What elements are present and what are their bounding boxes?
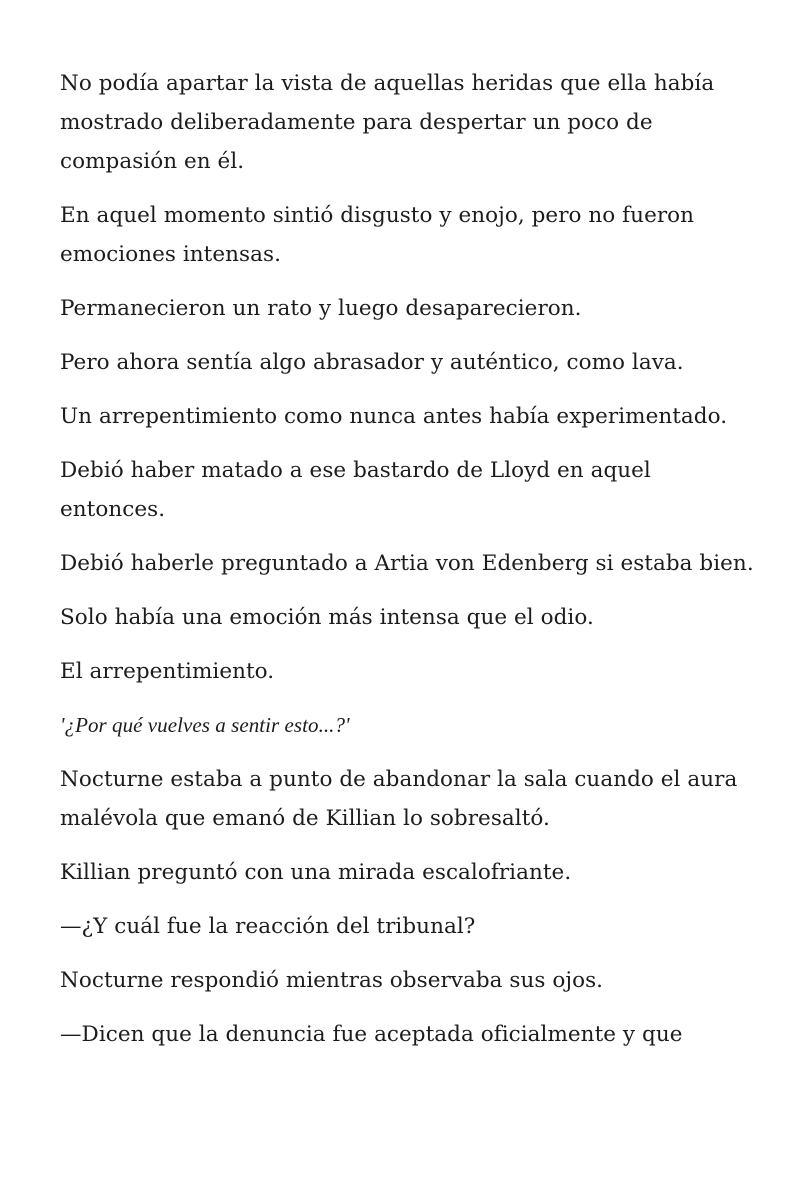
paragraph: Debió haber matado a ese bastardo de Lloyd en aquel entonces.: [60, 458, 651, 522]
paragraph: Killian preguntó con una mirada escalofriante.: [60, 860, 572, 885]
paragraph: El arrepentimiento.: [60, 659, 275, 684]
inner-thought: '¿Por qué vuelves a sentir esto...?': [60, 713, 350, 737]
reading-page: [60, 64, 760, 1069]
paragraph: Un arrepentimiento como nunca antes había experimentado.: [60, 404, 728, 429]
paragraph: No podía apartar la vista de aquellas heridas que ella había mostrado deliberadamente para despertar un poco de compasión en él.: [60, 71, 715, 174]
paragraph: Nocturne respondió mientras observaba sus ojos.: [60, 968, 604, 993]
paragraph: Nocturne estaba a punto de abandonar la sala cuando el aura malévola que emanó de Killian lo sobresaltó.: [60, 767, 738, 831]
dialogue-line: —¿Y cuál fue la reacción del tribunal?: [60, 914, 476, 939]
paragraph: Permanecieron un rato y luego desaparecieron.: [60, 296, 582, 321]
paragraph: En aquel momento sintió disgusto y enojo, pero no fueron emociones intensas.: [60, 203, 695, 267]
paragraph: Pero ahora sentía algo abrasador y auténtico, como lava.: [60, 350, 684, 375]
paragraph: Debió haberle preguntado a Artia von Edenberg si estaba bien.: [60, 551, 754, 576]
dialogue-line: —Dicen que la denuncia fue aceptada oficialmente y que: [60, 1022, 683, 1047]
paragraph: Solo había una emoción más intensa que el odio.: [60, 605, 594, 630]
